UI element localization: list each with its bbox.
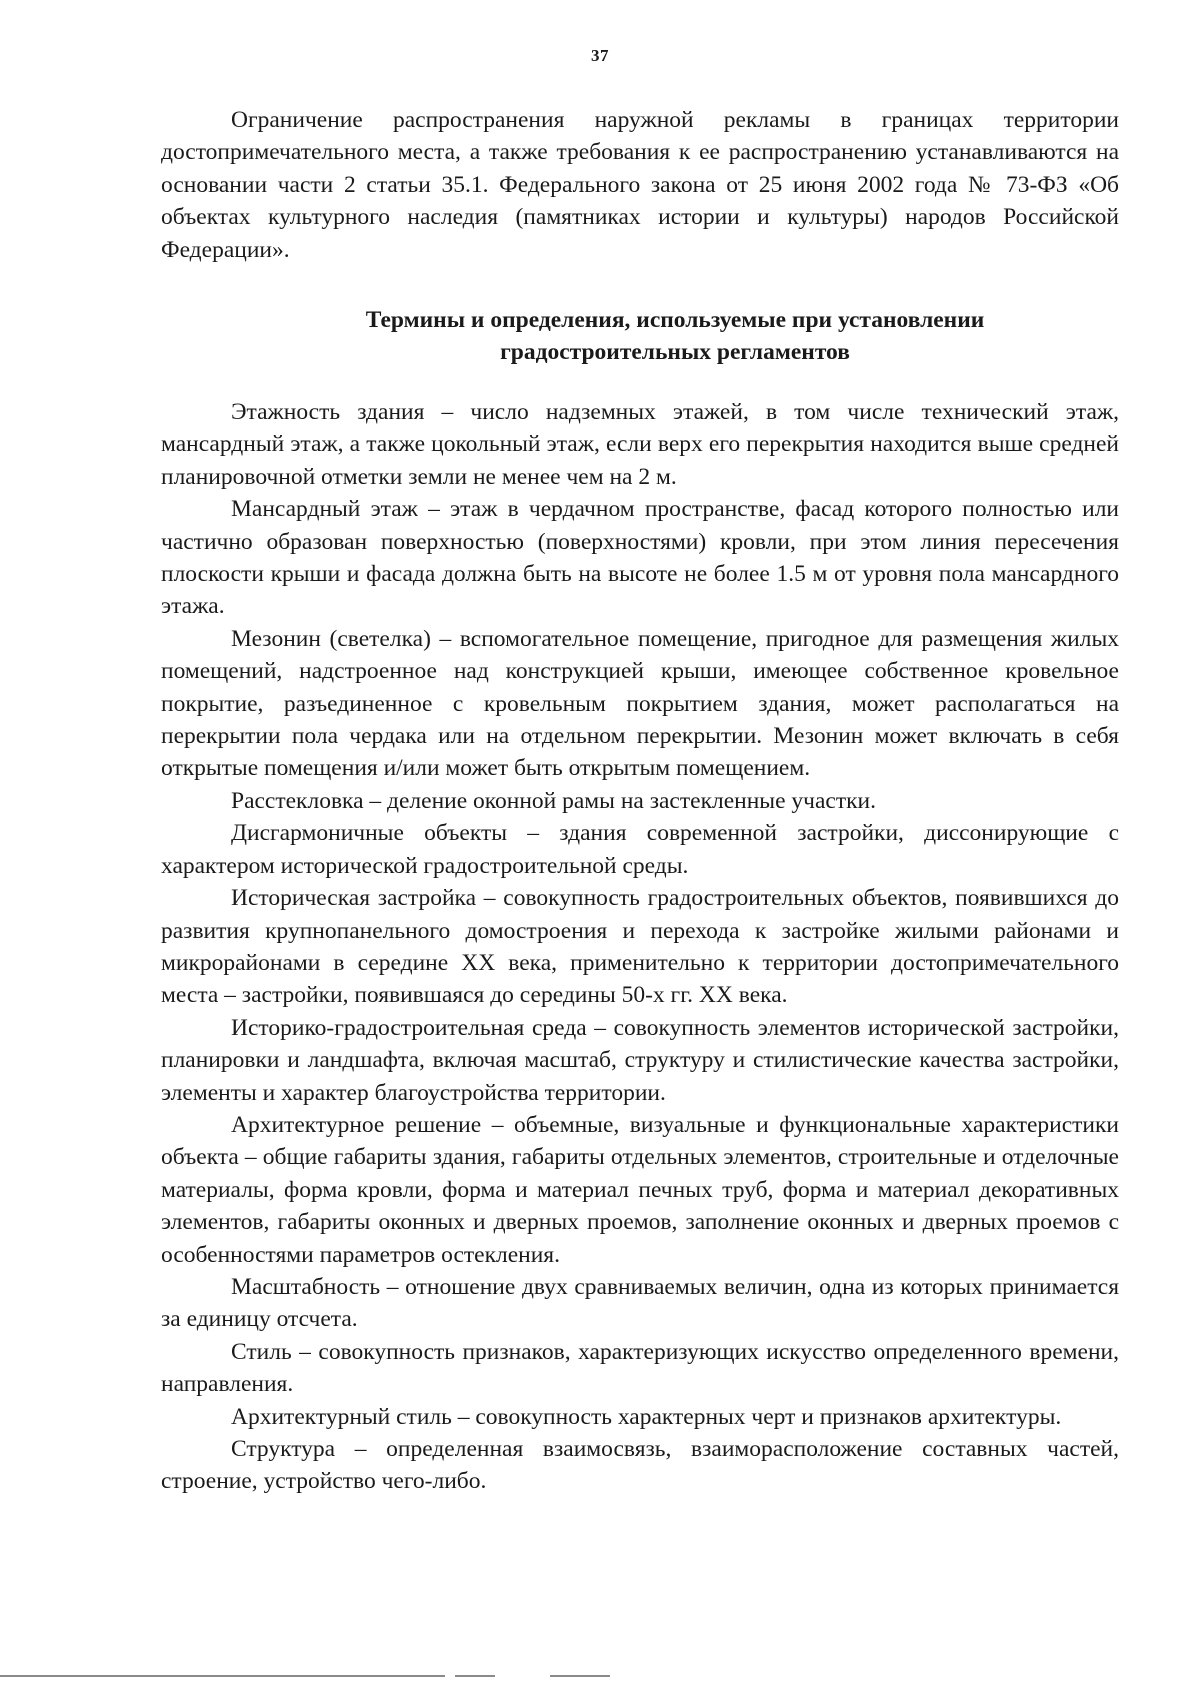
definition-paragraph: Масштабность – отношение двух сравниваемых величин, одна из которых принимается за единицу отсчета. <box>161 1273 1119 1333</box>
page-number: 37 <box>591 46 609 65</box>
scan-edge-line <box>0 1675 445 1677</box>
definition-paragraph: Этажность здания – число надземных этажей, в том числе технический этаж, мансардный этаж, а также цокольный этаж, если верх его перекрытия находится выше средней планировочной отметки земли не менее чем на 2 м. <box>161 399 1119 490</box>
intro-paragraph: Ограничение распространения наружной рекламы в границах территории достопримечательного места, а также требования к ее распространению устанавливаются на основании части 2 статьи 35.1. Федерального закона от 25 июня 2002 года № 73-ФЗ «Об объектах культурного наследия (памятниках истории и культуры) народов Российской Федерации». <box>161 107 1119 263</box>
definition-paragraph: Архитектурный стиль – совокупность характерных черт и признаков архитектуры. <box>231 1403 1062 1430</box>
scan-edge-line <box>550 1675 610 1677</box>
definitions-list <box>161 396 1119 1498</box>
definition-paragraph: Историко-градостроительная среда – совокупность элементов исторической застройки, планировки и ландшафта, включая масштаб, структуру и стилистические качества застройки, элементы и характер благоустройства территории. <box>161 1014 1119 1106</box>
intro-section <box>161 104 1119 266</box>
definition-paragraph: Мезонин (светелка) – вспомогательное помещение, пригодное для размещения жилых помещений, надстроенное над конструкцией крыши, имеющее собственное кровельное покрытие, разъединенное с кровельным покрытием здания, может располагаться на перекрытии пола чердака или на отдельном перекрытии. Мезонин может включать в себя открытые помещения и/или может быть открытым помещением. <box>161 625 1119 782</box>
definition-paragraph: Мансардный этаж – этаж в чердачном пространстве, фасад которого полностью или частично образован поверхностью (поверхностями) кровли, при этом линия пересечения плоскости крыши и фасада должна быть на высоте не более 1.5 м от уровня пола мансардного этажа. <box>161 496 1119 620</box>
definition-paragraph: Стиль – совокупность признаков, характеризующих искусство определенного времени, направления. <box>161 1338 1119 1398</box>
section-heading <box>161 304 1119 369</box>
section-heading-line-1: Термины и определения, используемые при установлении <box>365 307 985 333</box>
definition-paragraph: Историческая застройка – совокупность градостроительных объектов, появившихся до развития крупнопанельного домостроения и перехода к застройке жилыми районами и микрорайонами в середине XX века, применительно к территории достопримечательного места – застройки, появившаяся до середины 50-х гг. XX века. <box>161 885 1119 1009</box>
definition-paragraph: Расстекловка – деление оконной рамы на застекленные участки. <box>231 787 876 814</box>
scan-edge-line <box>455 1675 495 1677</box>
section-heading-line-2: градостроительных регламентов <box>500 339 850 366</box>
definition-paragraph: Структура – определенная взаимосвязь, взаиморасположение составных частей, строение, устройство чего-либо. <box>161 1436 1119 1495</box>
definition-paragraph: Архитектурное решение – объемные, визуальные и функциональные характеристики объекта – общие габариты здания, габариты отдельных элементов, строительные и отделочные материалы, форма кровли, форма и материал печных труб, форма и материал декоративных элементов, габариты оконных и дверных проемов, заполнение оконных и дверных проемов с особенностями параметров остекления. <box>161 1111 1119 1268</box>
definition-paragraph: Дисгармоничные объекты – здания современной застройки, диссонирующие с характером исторической градостроительной среды. <box>161 820 1119 879</box>
